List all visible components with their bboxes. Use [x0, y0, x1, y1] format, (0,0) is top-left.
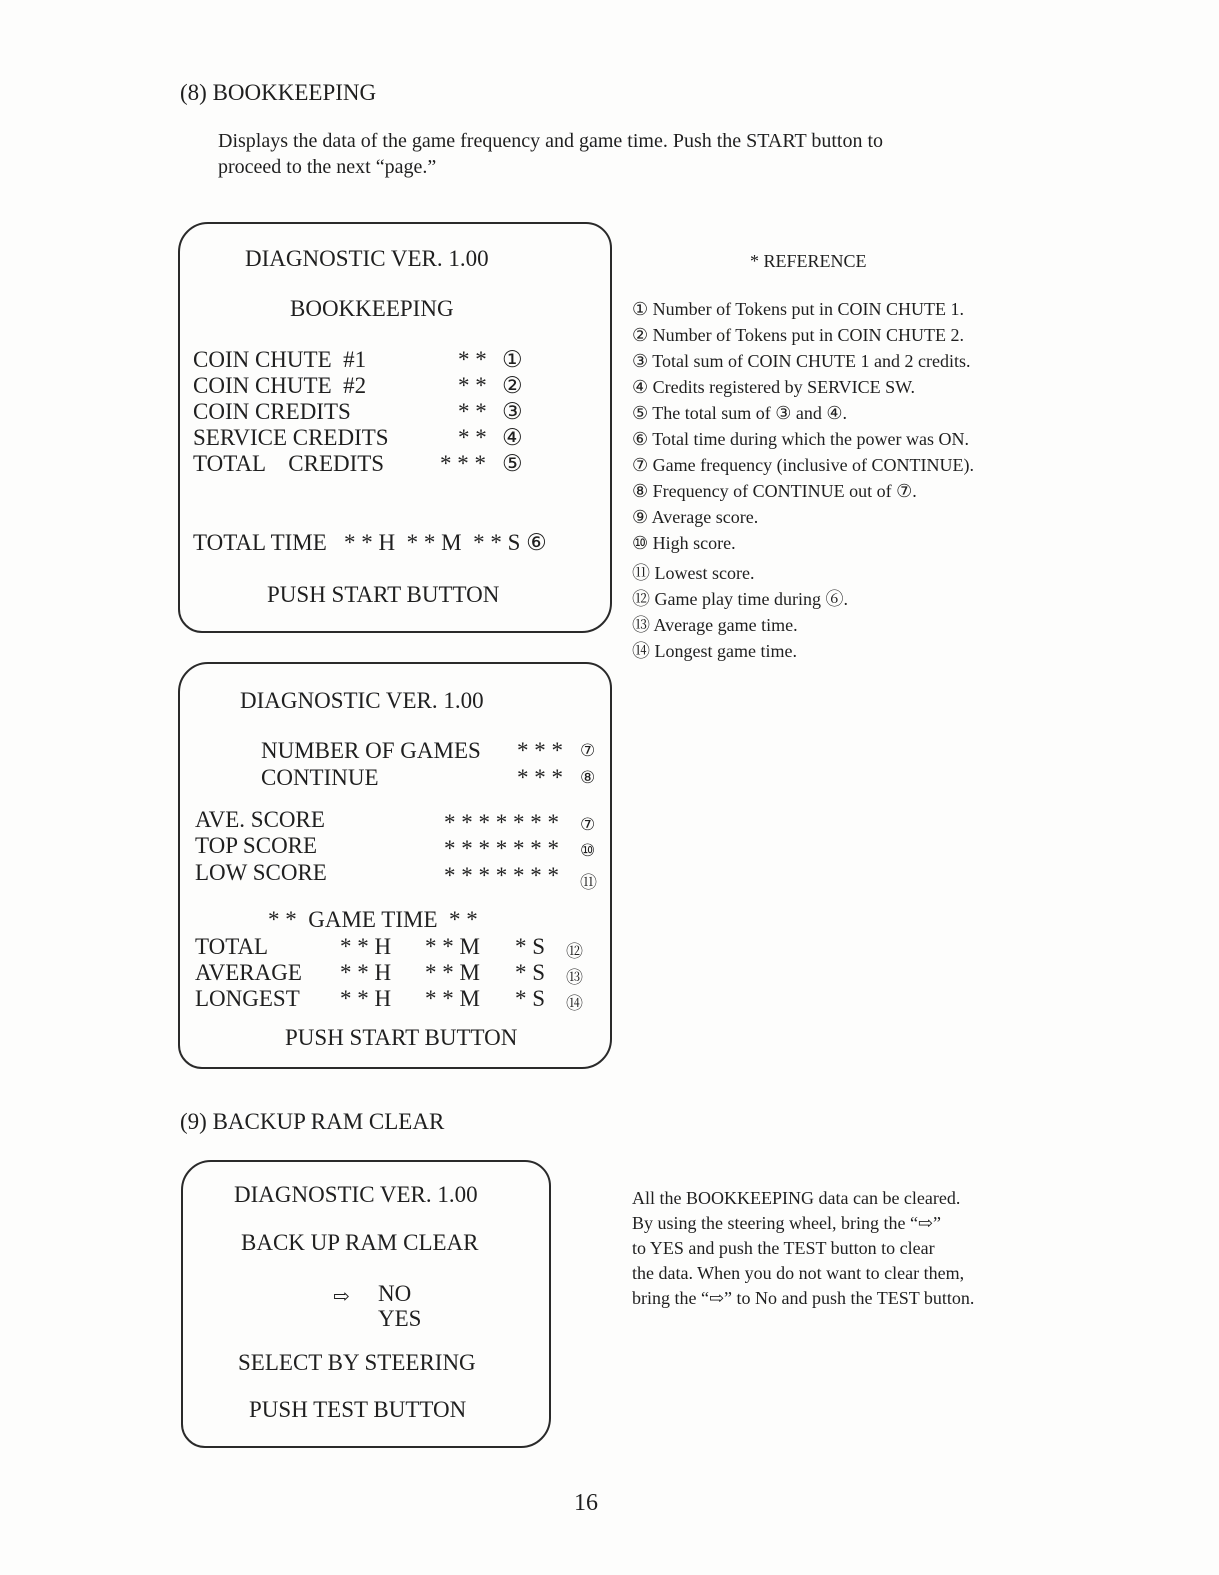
cursor-arrow-icon: ⇨ [333, 1286, 350, 1308]
longest-time-minutes: * * M [425, 986, 480, 1011]
reference-item: ① Number of Tokens put in COIN CHUTE 1. [632, 299, 965, 319]
note-line: to YES and push the TEST button to clear [632, 1238, 935, 1258]
low-score-value: * * * * * * * [444, 863, 559, 888]
top-score-value: * * * * * * * [444, 836, 559, 861]
coin-credits-value: * * [458, 399, 487, 424]
reference-item: ⑫ Game play time during ⑥. [632, 589, 848, 609]
reference-item: ④ Credits registered by SERVICE SW. [632, 377, 916, 397]
screen-2-push-start: PUSH START BUTTON [285, 1025, 518, 1050]
total-time-line: TOTAL TIME * * H * * M * * S ⑥ [193, 530, 547, 555]
continue-value: * * * [517, 765, 563, 790]
reference-item: ⑦ Game frequency (inclusive of CONTINUE). [632, 455, 975, 475]
total-time-seconds: * S [515, 934, 546, 959]
longest-time-label: LONGEST [195, 986, 300, 1011]
total-time-mark: ⑫ [566, 942, 583, 961]
service-credits-value: * * [458, 425, 487, 450]
select-by-steering: SELECT BY STEERING [238, 1350, 476, 1375]
number-of-games-label: NUMBER OF GAMES [261, 738, 481, 763]
coin-chute-1-value: * * [458, 347, 487, 372]
service-credits-mark: ④ [502, 425, 523, 450]
average-time-hours: * * H [340, 960, 392, 985]
coin-chute-1-mark: ① [502, 347, 523, 372]
longest-time-hours: * * H [340, 986, 392, 1011]
number-of-games-mark: ⑦ [580, 741, 596, 760]
reference-list [632, 299, 974, 663]
screen-1-title: BOOKKEEPING [290, 296, 454, 321]
total-time-label: TOTAL [195, 934, 269, 959]
reference-item: ⑤ The total sum of ③ and ④. [632, 403, 848, 423]
coin-chute-2-value: * * [458, 373, 487, 398]
intro-line-1: Displays the data of the game frequency and game time. Push the START button to [218, 130, 884, 152]
screen-2-version: DIAGNOSTIC VER. 1.00 [240, 688, 484, 713]
number-of-games-value: * * * [517, 738, 563, 763]
screen-1-version: DIAGNOSTIC VER. 1.00 [245, 246, 489, 271]
top-score-label: TOP SCORE [195, 833, 318, 858]
reference-item: ⑩ High score. [632, 533, 736, 553]
page-number: 16 [574, 1490, 598, 1516]
low-score-mark: ⑪ [580, 873, 597, 892]
section-8-intro [218, 128, 1038, 180]
coin-chute-1-label: COIN CHUTE #1 [193, 347, 367, 372]
service-credits-label: SERVICE CREDITS [193, 425, 389, 450]
option-yes[interactable]: YES [378, 1306, 422, 1331]
reference-item: ③ Total sum of COIN CHUTE 1 and 2 credits. [632, 351, 971, 371]
average-time-mark: ⑬ [566, 968, 583, 987]
reference-item: ⑪ Lowest score. [632, 563, 755, 583]
note-line: All the BOOKKEEPING data can be cleared. [632, 1188, 961, 1208]
reference-item: ⑨ Average score. [632, 507, 759, 527]
continue-label: CONTINUE [261, 765, 379, 790]
average-time-label: AVERAGE [195, 960, 302, 985]
reference-item: ⑧ Frequency of CONTINUE out of ⑦. [632, 481, 917, 501]
coin-credits-label: COIN CREDITS [193, 399, 351, 424]
coin-chute-2-mark: ② [502, 373, 523, 398]
screen-3-title: BACK UP RAM CLEAR [241, 1230, 479, 1255]
note-line: By using the steering wheel, bring the “⇨” [632, 1213, 942, 1233]
reference-item: ⑭ Longest game time. [632, 641, 797, 661]
option-no[interactable]: NO [378, 1281, 412, 1306]
screen-3-push-test: PUSH TEST BUTTON [249, 1397, 467, 1422]
note-line: bring the “⇨” to No and push the TEST button. [632, 1288, 975, 1308]
coin-credits-mark: ③ [502, 399, 523, 424]
ave-score-label: AVE. SCORE [195, 807, 325, 832]
screen-3-version: DIAGNOSTIC VER. 1.00 [234, 1182, 478, 1207]
coin-chute-2-label: COIN CHUTE #2 [193, 373, 367, 398]
longest-time-seconds: * S [515, 986, 546, 1011]
screen-1-push-start: PUSH START BUTTON [267, 582, 500, 607]
longest-time-mark: ⑭ [566, 994, 583, 1013]
backup-clear-note [632, 1186, 1052, 1311]
total-time-hours: * * H [340, 934, 392, 959]
section-9-heading: (9) BACKUP RAM CLEAR [180, 1109, 445, 1134]
ave-score-value: * * * * * * * [444, 810, 559, 835]
game-time-header: * * GAME TIME * * [268, 907, 478, 932]
reference-item: ⑬ Average game time. [632, 615, 798, 635]
reference-title: * REFERENCE [750, 251, 867, 271]
low-score-label: LOW SCORE [195, 860, 327, 885]
total-credits-label: TOTAL CREDITS [193, 451, 385, 476]
continue-mark: ⑧ [580, 768, 596, 787]
average-time-seconds: * S [515, 960, 546, 985]
top-score-mark: ⑩ [580, 841, 596, 860]
total-credits-mark: ⑤ [502, 451, 523, 476]
average-time-minutes: * * M [425, 960, 480, 985]
reference-item: ⑥ Total time during which the power was ON. [632, 429, 969, 449]
intro-line-2: proceed to the next “page.” [218, 156, 437, 178]
total-credits-value: * * * [440, 451, 486, 476]
total-time-minutes: * * M [425, 934, 480, 959]
section-8-heading: (8) BOOKKEEPING [180, 80, 377, 105]
ave-score-mark: ⑦ [580, 815, 596, 834]
note-line: the data. When you do not want to clear them, [632, 1263, 965, 1283]
reference-item: ② Number of Tokens put in COIN CHUTE 2. [632, 325, 965, 345]
